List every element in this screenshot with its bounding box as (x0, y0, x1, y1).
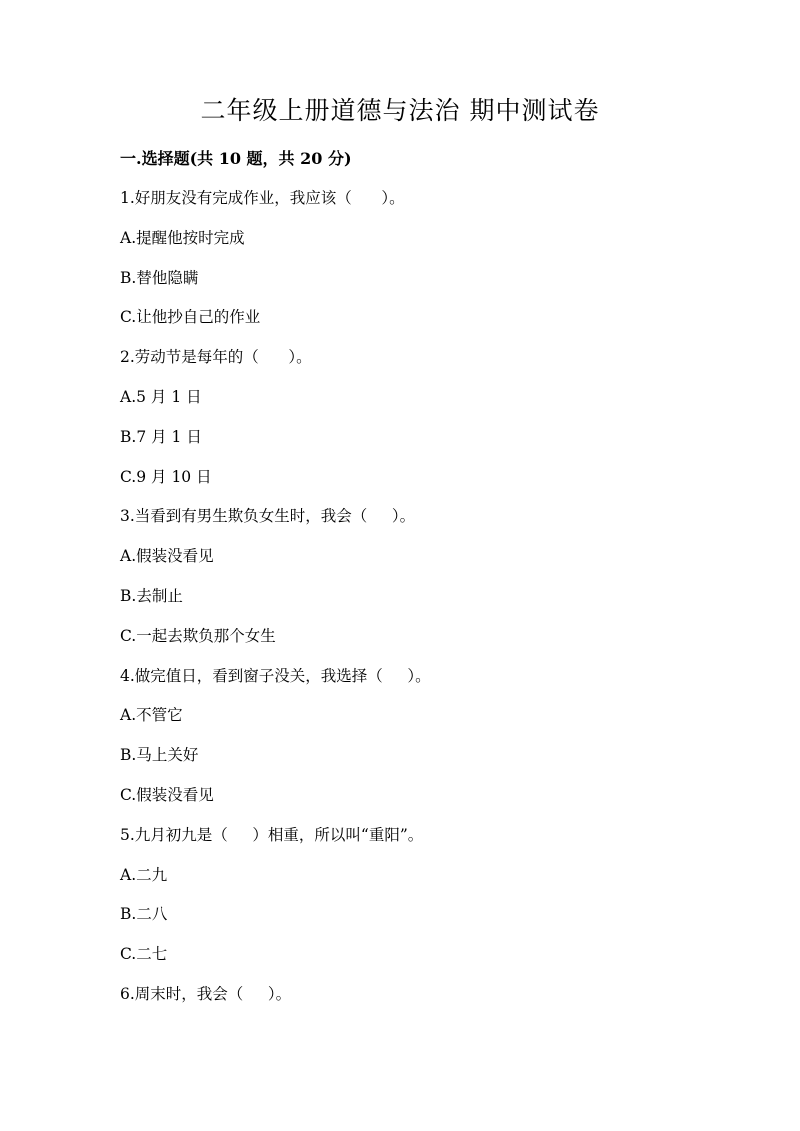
question-2-option-c: C.9 月 10 日 (120, 467, 212, 486)
question-4-option-b: B.马上关好 (120, 746, 199, 765)
question-4-stem: 4.做完值日，看到窗子没关，我选择（ ）。 (120, 666, 431, 685)
question-5-stem: 5.九月初九是（ ）相重，所以叫“重阳”。 (120, 825, 424, 844)
question-5-option-b: B.二八 (120, 905, 168, 924)
section-heading: 一.选择题(共 10 题，共 20 分) (120, 149, 352, 168)
question-5-option-a: A.二九 (120, 865, 168, 884)
exam-title: 二年级上册道德与法治 期中测试卷 (200, 96, 600, 125)
question-1-stem: 1.好朋友没有完成作业，我应该（ ）。 (120, 189, 405, 207)
question-3-option-a: A.假装没看见 (120, 547, 214, 566)
question-3-option-c: C.一起去欺负那个女生 (120, 626, 276, 645)
question-6-stem: 6.周末时，我会（ ）。 (120, 984, 292, 1003)
question-3-option-b: B.去制止 (120, 586, 183, 605)
question-1-option-c: C.让他抄自己的作业 (120, 308, 261, 327)
question-list (120, 186, 720, 1022)
question-2-option-a: A.5 月 1 日 (120, 387, 202, 406)
question-1-option-a: A.提醒他按时完成 (120, 228, 245, 247)
question-4-option-c: C.假装没看见 (120, 785, 214, 804)
question-4-option-a: A.不管它 (120, 706, 183, 725)
question-3-stem: 3.当看到有男生欺负女生时，我会（ ）。 (120, 507, 416, 526)
question-2-option-b: B.7 月 1 日 (120, 427, 202, 446)
question-1-option-b: B.替他隐瞒 (120, 268, 199, 287)
question-2-stem: 2.劳动节是每年的（ ）。 (120, 348, 312, 367)
question-5-option-c: C.二七 (120, 945, 168, 964)
